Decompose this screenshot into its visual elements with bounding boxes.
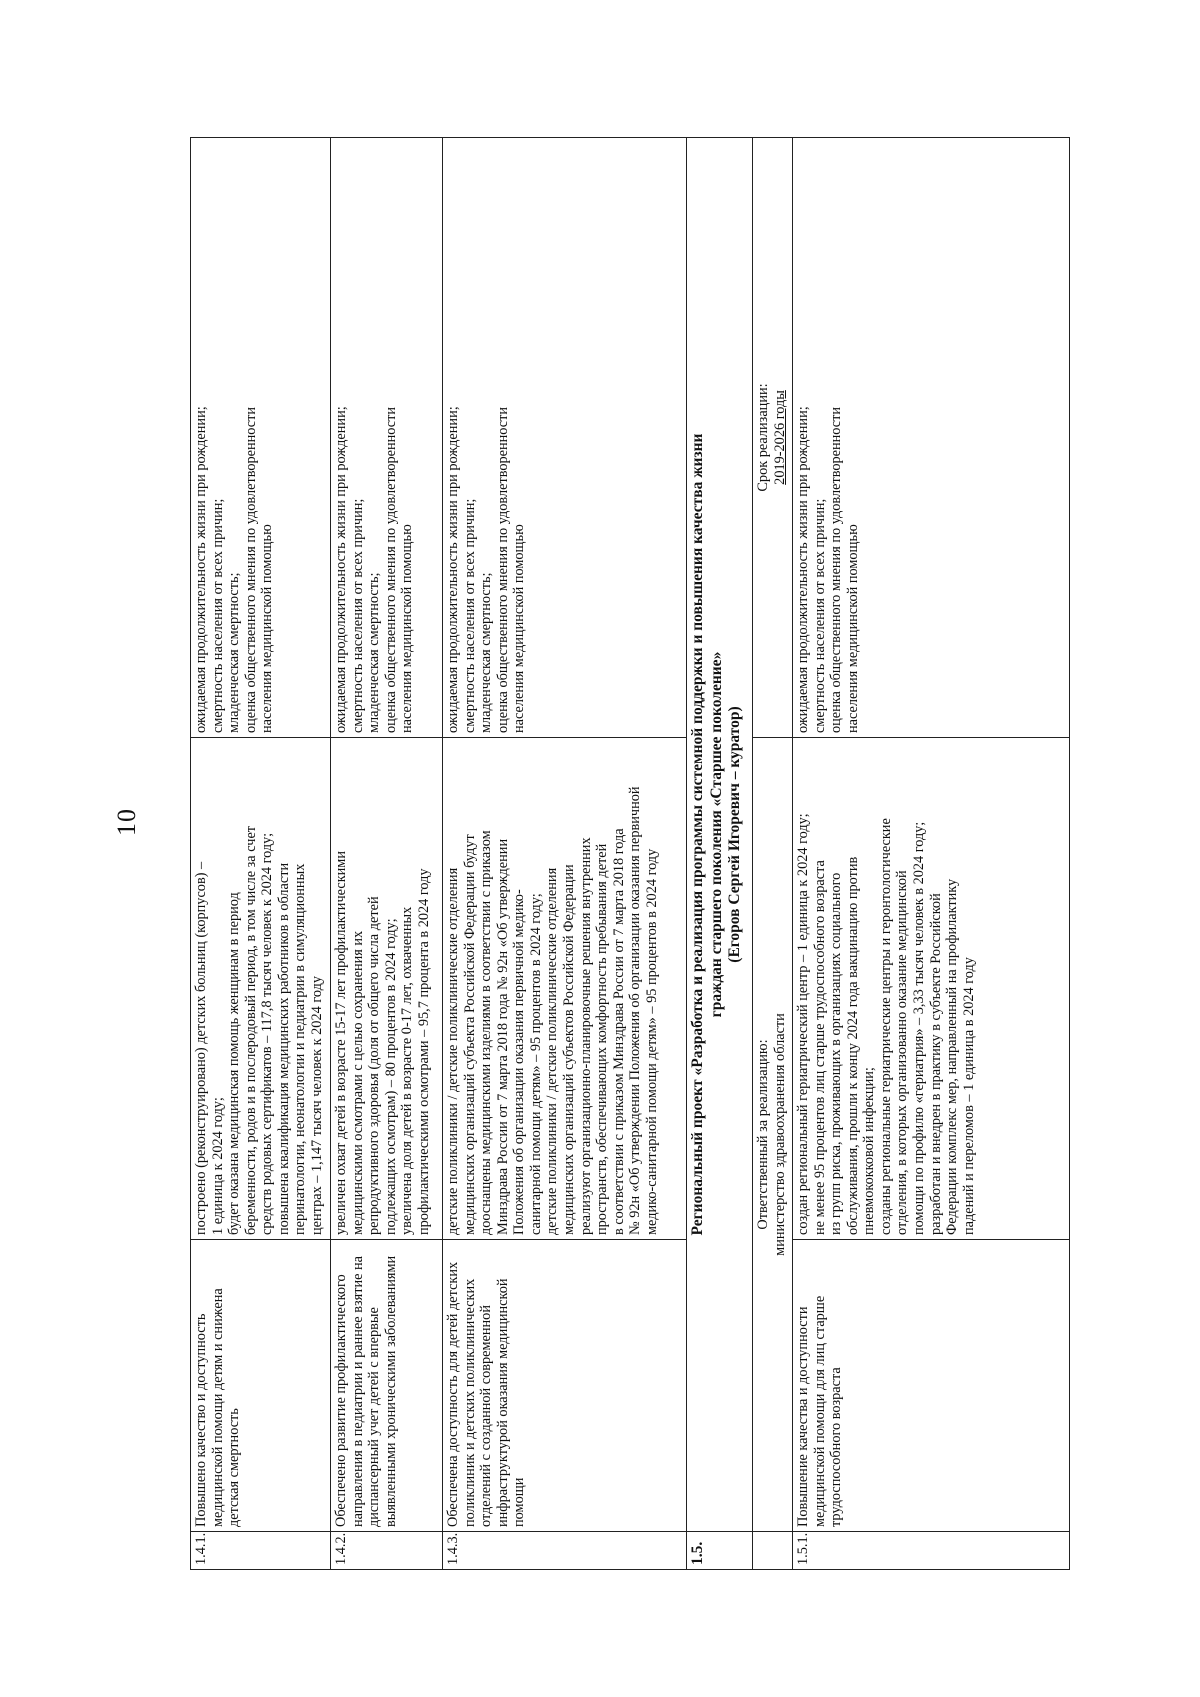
row-number: 1.4.1. [191, 1532, 331, 1570]
text-line: младенческая смертность; [366, 572, 383, 733]
text-line: ожидаемая продолжительность жизни при рождении; [193, 406, 209, 733]
table-row [331, 138, 443, 1570]
text-line: населения медицинской помощью [511, 524, 528, 733]
text-line: не менее 95 процентов лиц старше трудоспособного возраста [811, 860, 828, 1235]
responsible-label: Ответственный за реализацию: [755, 1039, 771, 1230]
responsible-cell [753, 738, 793, 1532]
table-row [793, 138, 1070, 1570]
text-line: разработан и внедрен в практику в субъекте Российской [927, 893, 944, 1235]
text-line: смертность населения от всех причин; [811, 498, 828, 733]
text-line: (Егоров Сергей Игоревич – куратор) [726, 706, 744, 963]
text-line: будет оказана медицинская помощь женщинам в период [226, 892, 243, 1235]
responsible-value: министерство здравоохранения области [771, 1013, 788, 1256]
text-line: смертность населения от всех причин; [461, 498, 478, 733]
text-line: пневмококковой инфекции; [861, 1067, 878, 1235]
text-line: младенческая смертность; [478, 572, 495, 733]
text-line: отделения, в которых организованно оказание медицинской [894, 870, 911, 1235]
text-line: беременности, родов и в послеродовый период, в том числе за счет [242, 825, 259, 1235]
text-line: перинатологии, неонатологии и педиатрии в симуляционных [292, 863, 309, 1235]
term-label: Срок реализации: [755, 383, 771, 492]
text-line: Региональный проект «Разработка и реализация программы системной поддержки и повышения качества жизни [689, 433, 706, 1236]
text-line: создан региональный гериатрический центр – 1 единица к 2024 году; [795, 813, 811, 1235]
text-line: из групп риска, проживающих в организациях социального [828, 872, 845, 1235]
section-title [687, 138, 753, 1532]
text-line: в соответствии с приказом Минздрава России от 7 марта 2018 года [610, 828, 627, 1235]
text-line: профилактическими осмотрами – 95,7 процента в 2024 году [415, 868, 432, 1235]
task-results [191, 738, 331, 1240]
task-name: Повышено качество и доступность медицинской помощи детям и снижена детская смертность [191, 1240, 331, 1532]
text-line: средств родовых сертификатов – 117,8 тысяч человек к 2024 году; [259, 832, 276, 1235]
text-line: увеличена доля детей в возрасте 0-17 лет, охваченных [399, 906, 416, 1235]
text-line: ожидаемая продолжительность жизни при рождении; [795, 406, 811, 733]
text-line: санитарной помощи детям» – 95 процентов в 2024 году; [527, 893, 544, 1235]
text-line: повышена квалификация медицинских работников в области [275, 862, 292, 1235]
text-line: смертность населения от всех причин; [349, 498, 366, 733]
text-line: оценка общественного мнения по удовлетворенности [494, 406, 511, 733]
table-row [191, 138, 331, 1570]
task-indicators [793, 138, 1070, 738]
text-line: подлежащих осмотрам) – 80 процентов в 2024 году; [382, 918, 399, 1235]
text-line: медицинских организаций субъектов Российской Федерации [561, 864, 578, 1235]
text-line: обслуживания, прошли к концу 2024 года вакцинацию против [844, 856, 861, 1235]
rotated-table-sheet [190, 138, 1070, 1570]
table-row [443, 138, 687, 1570]
text-line: Минздрава России от 7 марта 2018 года № 92н «Об утверждении [494, 838, 511, 1235]
text-line: 1 единица к 2024 году; [209, 1097, 226, 1235]
text-line: № 92н «Об утверждении Положения об организации оказания первичной [627, 786, 644, 1235]
task-results [793, 738, 1070, 1240]
text-line: младенческая смертность; [226, 572, 243, 733]
task-results [331, 738, 443, 1240]
text-line: увеличен охват детей в возрасте 15-17 лет профилактическими [333, 851, 349, 1235]
text-line: помощи по профилю «гериатрия» – 3,33 тысяч человек в 2024 году; [911, 821, 928, 1235]
row-number: 1.4.3. [443, 1532, 687, 1570]
section-header-row [687, 138, 753, 1570]
text-line: ожидаемая продолжительность жизни при рождении; [333, 406, 349, 733]
page-number: 10 [112, 808, 141, 836]
responsible-row [753, 138, 793, 1570]
text-line: граждан старшего поколения «Старшее поколение» [707, 651, 725, 1018]
row-number: 1.4.2. [331, 1532, 443, 1570]
text-line: ожидаемая продолжительность жизни при рождении; [445, 406, 461, 733]
text-line: оценка общественного мнения по удовлетворенности [382, 406, 399, 733]
text-line: пространств, обеспечивающих комфортность пребывания детей [594, 843, 611, 1235]
task-name: Повышение качества и доступности медицинской помощи для лиц старше трудоспособного возраста [793, 1240, 1070, 1532]
text-line: населения медицинской помощью [259, 524, 276, 733]
text-line: населения медицинской помощью [844, 524, 861, 733]
project-table [190, 137, 1070, 1570]
row-number: 1.5.1. [793, 1532, 1070, 1570]
text-line: центрах – 1,147 тысяч человек к 2024 году [309, 976, 326, 1235]
term-value: 2019-2026 годы [771, 390, 788, 485]
text-line: медицинскими осмотрами с целью сохранения их [349, 930, 366, 1235]
text-line: населения медицинской помощью [399, 524, 416, 733]
text-line: построено (реконструировано) детских больниц (корпусов) – [193, 861, 209, 1235]
term-cell [753, 138, 793, 738]
task-indicators [191, 138, 331, 738]
text-line: Федерации комплекс мер, направленный на профилактику [944, 878, 961, 1235]
text-line: реализуют организационно-планировочные решения внутренних [577, 837, 594, 1235]
section-number: 1.5. [687, 1532, 753, 1570]
text-line: оценка общественного мнения по удовлетворенности [242, 406, 259, 733]
text-line: детские поликлиники / детские поликлинические отделения [445, 867, 461, 1235]
task-indicators [331, 138, 443, 738]
text-line: падений и переломов – 1 единица в 2024 году [960, 957, 977, 1235]
task-name: Обеспечено развитие профилактического направления в педиатрии и раннее взятие на диспансерный учет детей с впервые выявленными хроническими заболеваниями [331, 1240, 443, 1532]
text-line: Положения об организации оказания первичной медико- [511, 889, 528, 1235]
text-line: оценка общественного мнения по удовлетворенности [828, 406, 845, 733]
task-indicators [443, 138, 687, 738]
task-name: Обеспечена доступность для детей детских поликлиник и детских поликлинических отделений с созданной современной инфраструктурой оказания медицинской помощи [443, 1240, 687, 1532]
text-line: смертность населения от всех причин; [209, 498, 226, 733]
text-line: медико-санитарной помощи детям» – 95 процентов в 2024 году [643, 848, 660, 1235]
text-line: детские поликлиники / детские поликлинические отделения [544, 867, 561, 1235]
text-line: медицинских организаций субъекта Российской Федерации будут [461, 834, 478, 1235]
text-line: дооснащены медицинскими изделиями в соответствии с приказом [478, 830, 495, 1235]
text-line: созданы региональные гериатрические центры и геронтологические [877, 818, 894, 1235]
task-results [443, 738, 687, 1240]
text-line: репродуктивного здоровья (доля от общего числа детей [366, 896, 383, 1235]
